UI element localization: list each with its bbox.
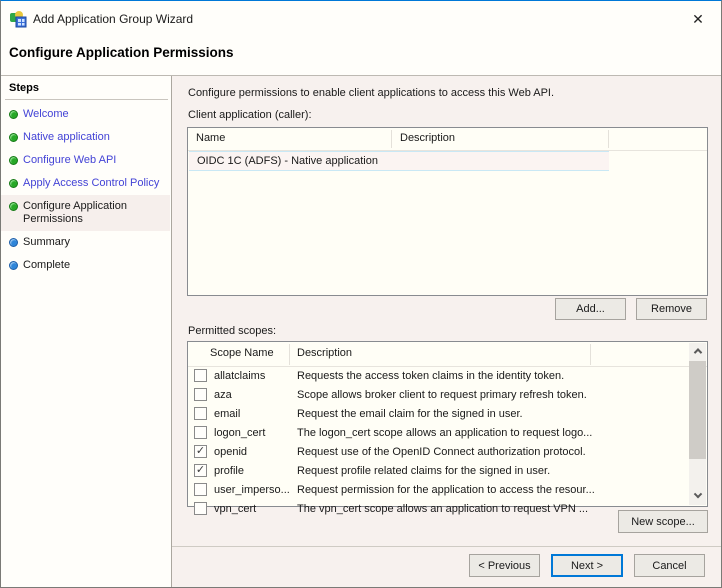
scope-checkbox[interactable]: ✓	[195, 464, 206, 476]
scope-name: vpn_cert	[214, 503, 257, 515]
steps-divider	[5, 99, 168, 100]
title-bar	[1, 1, 721, 35]
intro-text: Configure permissions to enable client applications to access this Web API.	[188, 87, 555, 99]
cancel-button[interactable]: Cancel	[634, 554, 705, 577]
scopes-header-separator	[289, 344, 290, 365]
footer-separator	[172, 546, 721, 547]
scroll-up-icon[interactable]	[689, 343, 706, 359]
step-label: Configure Application Permissions	[23, 200, 127, 225]
step-item[interactable]	[1, 172, 170, 195]
client-header-separator	[608, 130, 609, 148]
scope-row[interactable]	[188, 405, 689, 424]
scrollbar[interactable]	[689, 343, 706, 505]
new-scope-button[interactable]: New scope...	[618, 510, 708, 533]
step-label: Welcome	[23, 108, 69, 120]
scope-description: Requests the access token claims in the identity token.	[297, 370, 565, 382]
scopes-column-name[interactable]: Scope Name	[210, 347, 274, 359]
scrollbar-thumb[interactable]	[689, 361, 706, 459]
step-item[interactable]	[1, 195, 170, 231]
add-button[interactable]: Add...	[555, 298, 626, 320]
scope-checkbox[interactable]	[194, 369, 207, 382]
permitted-scopes-table	[187, 341, 708, 515]
close-icon[interactable]: ✕	[692, 10, 704, 27]
scroll-down-icon[interactable]	[689, 489, 706, 505]
scope-row[interactable]	[188, 481, 689, 500]
step-item[interactable]	[1, 149, 170, 172]
scope-checkbox[interactable]	[194, 502, 207, 515]
scope-description: Request profile related claims for the signed in user.	[297, 465, 551, 477]
step-label: Summary	[23, 236, 71, 248]
step-item[interactable]	[1, 254, 170, 277]
scope-name: email	[214, 408, 241, 420]
scope-row[interactable]	[188, 367, 689, 386]
client-table-row[interactable]	[189, 151, 609, 171]
scope-checkbox[interactable]	[194, 426, 207, 439]
steps-list	[1, 103, 170, 277]
client-column-name[interactable]: Name	[196, 132, 226, 144]
scope-name: openid	[214, 446, 248, 458]
scope-rows	[188, 367, 689, 515]
step-label: Apply Access Control Policy	[23, 177, 160, 189]
scope-description: Scope allows broker client to request primary refresh token.	[297, 389, 587, 401]
step-bullet-icon	[9, 238, 18, 247]
scope-checkbox[interactable]	[194, 388, 207, 401]
step-label: Configure Web API	[23, 154, 117, 166]
client-column-description[interactable]: Description	[400, 132, 456, 144]
client-application-label: Client application (caller):	[188, 109, 312, 121]
scope-description: The logon_cert scope allows an application to request logo...	[297, 427, 593, 439]
scope-description: The vpn_cert scope allows an application to request VPN ...	[297, 503, 589, 515]
scope-row[interactable]	[188, 386, 689, 405]
steps-panel	[1, 76, 172, 587]
scope-description: Request use of the OpenID Connect authorization protocol.	[297, 446, 586, 458]
step-bullet-icon	[9, 110, 18, 119]
page-title: Configure Application Permissions	[9, 45, 234, 60]
client-application-table	[187, 127, 708, 296]
scope-name: user_imperso...	[214, 484, 290, 496]
scope-checkbox[interactable]	[194, 483, 207, 496]
step-bullet-icon	[9, 133, 18, 142]
step-bullet-icon	[9, 261, 18, 270]
app-group-icon	[9, 10, 27, 28]
client-name: OIDC 1C (ADFS) - Native application	[197, 155, 378, 167]
scope-description: Request the email claim for the signed in user.	[297, 408, 523, 420]
step-bullet-icon	[9, 156, 18, 165]
previous-button[interactable]: < Previous	[469, 554, 540, 577]
scopes-header-separator	[590, 344, 591, 365]
scope-name: aza	[214, 389, 232, 401]
step-item[interactable]	[1, 231, 170, 254]
step-bullet-icon	[9, 179, 18, 188]
client-header-separator	[391, 130, 392, 148]
step-label: Complete	[23, 259, 71, 271]
scope-name: allatclaims	[214, 370, 266, 382]
scope-row[interactable]	[188, 443, 689, 462]
permitted-scopes-label: Permitted scopes:	[188, 325, 277, 337]
scope-name: logon_cert	[214, 427, 266, 439]
scope-row[interactable]	[188, 500, 689, 519]
scope-name: profile	[214, 465, 244, 477]
scope-checkbox[interactable]: ✓	[195, 445, 206, 457]
step-item[interactable]	[1, 103, 170, 126]
scopes-column-description[interactable]: Description	[297, 347, 353, 359]
window-title: Add Application Group Wizard	[33, 12, 194, 26]
scope-row[interactable]	[188, 424, 689, 443]
remove-button[interactable]: Remove	[636, 298, 707, 320]
step-label: Native application	[23, 131, 110, 143]
next-button[interactable]: Next >	[551, 554, 623, 577]
scope-row[interactable]	[188, 462, 689, 481]
scope-checkbox[interactable]	[194, 407, 207, 420]
step-item[interactable]	[1, 126, 170, 149]
step-bullet-icon	[9, 202, 18, 211]
scope-description: Request permission for the application to access the resour...	[297, 484, 595, 496]
steps-heading: Steps	[9, 82, 39, 94]
